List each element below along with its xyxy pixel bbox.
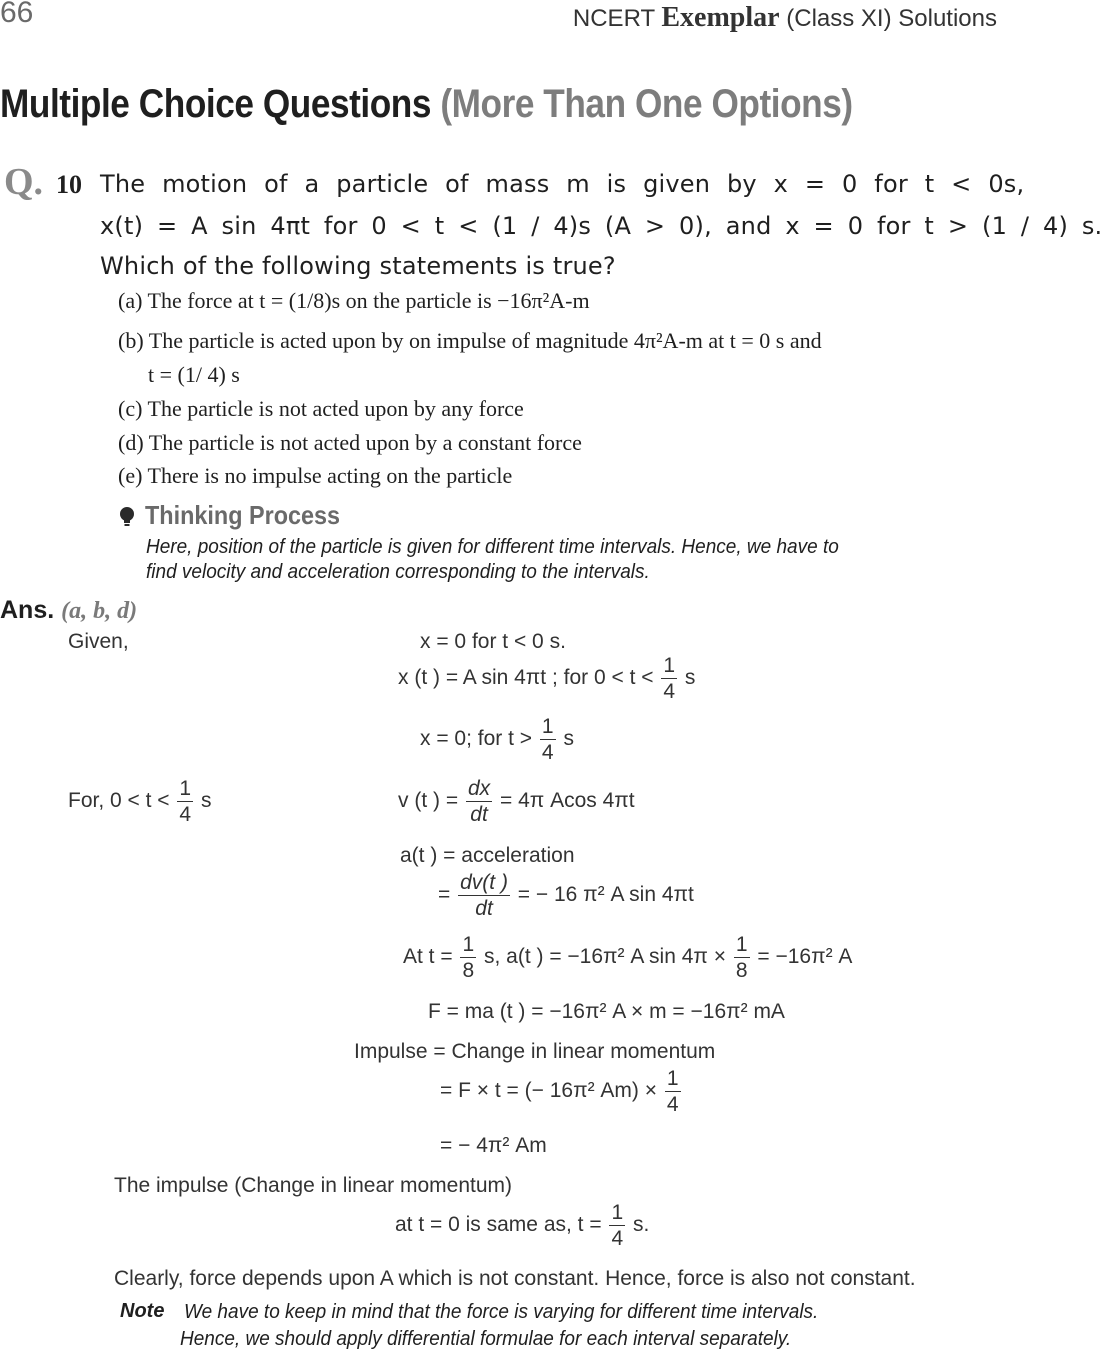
note-line-1: We have to keep in mind that the force is varying for different time intervals. — [184, 1301, 819, 1323]
same-impulse-text: at t = 0 is same as, t = — [395, 1213, 602, 1237]
note-label: Note — [120, 1300, 165, 1322]
question-number: 10 — [56, 170, 82, 199]
option-a: (a) The force at t = (1/8)s on the particle is −16π²A-m — [118, 288, 590, 313]
fraction-numerator: 1 — [541, 715, 554, 738]
equation-x-sine-text: x (t ) = A sin 4πt ; for 0 < t < — [398, 666, 654, 690]
same-impulse-unit: s. — [632, 1213, 650, 1237]
option-b-continued: t = (1/ 4) s — [148, 362, 240, 387]
interval-label — [68, 778, 211, 825]
fraction-denominator: 8 — [462, 959, 475, 982]
fraction-numerator: 1 — [663, 654, 676, 677]
velocity-lhs: v (t ) = — [398, 789, 459, 813]
acceleration-rhs: = − 16 π² A sin 4πt — [517, 883, 694, 907]
answer-label-text: Ans. — [0, 596, 55, 624]
equation-x-zero-after-unit: s — [563, 727, 574, 751]
fraction-one-quarter — [177, 778, 193, 825]
at-one-eighth-mid: s, a(t ) = −16π² A sin 4π × — [483, 945, 726, 969]
option-d: (d) The particle is not acted upon by a constant force — [118, 430, 582, 455]
interval-label-unit: s — [200, 789, 212, 813]
fraction-one-quarter — [609, 1202, 625, 1249]
equation-force: F = ma (t ) = −16π² A × m = −16π² mA — [428, 1000, 785, 1023]
question-line-2: x(t) = A sin 4πt for 0 < t < (1 / 4)s (A > 0), and x = 0 for t > (1 / 4) s. — [100, 212, 1102, 240]
note-line-2: Hence, we should apply differential formulae for each interval separately. — [180, 1328, 792, 1350]
fraction-denominator: dt — [475, 897, 493, 920]
answer-label — [0, 596, 137, 625]
conclusion: Clearly, force depends upon A which is not constant. Hence, force is also not constant. — [114, 1267, 916, 1290]
acceleration-equals: = — [438, 883, 451, 907]
fraction-denominator: 4 — [611, 1227, 624, 1250]
option-c: (c) The particle is not acted upon by any force — [118, 396, 524, 421]
thinking-line-2: find velocity and acceleration corresponding to the intervals. — [146, 561, 650, 583]
equation-x-zero-after — [420, 716, 574, 763]
fraction-numerator: 1 — [666, 1067, 679, 1090]
option-b: (b) The particle is acted upon by on impulse of magnitude 4π²A-m at t = 0 s and — [118, 328, 822, 353]
equation-impulse-result: = − 4π² Am — [440, 1134, 547, 1157]
option-e: (e) There is no impulse acting on the particle — [118, 463, 513, 488]
equation-acceleration-def: a(t ) = acceleration — [400, 844, 575, 867]
fraction-denominator: 4 — [666, 1093, 679, 1116]
fraction-one-eighth — [734, 934, 750, 981]
fraction-numerator: 1 — [179, 777, 192, 800]
equation-x-zero-before: x = 0 for t < 0 s. — [420, 630, 566, 653]
answer-options: (a, b, d) — [61, 598, 138, 624]
equation-acceleration — [438, 872, 694, 919]
equation-same-impulse — [395, 1202, 649, 1249]
running-header-prefix: NCERT — [572, 5, 655, 32]
at-one-eighth-lhs: At t = — [403, 945, 453, 969]
equation-x-zero-after-text: x = 0; for t > — [420, 727, 533, 751]
running-header-bold: Exemplar — [661, 2, 780, 33]
at-one-eighth-rhs: = −16π² A — [757, 945, 853, 969]
equation-at-one-eighth — [403, 934, 852, 981]
velocity-rhs: = 4π Acos 4πt — [499, 789, 635, 813]
page-number: 66 — [0, 0, 34, 29]
fraction-dx-dt — [466, 778, 492, 825]
question-line-3: Which of the following statements is true? — [100, 252, 616, 280]
fraction-dv-dt — [458, 872, 510, 919]
equation-impulse — [440, 1068, 683, 1115]
fraction-one-quarter — [540, 716, 556, 763]
fraction-one-eighth — [460, 934, 476, 981]
fraction-numerator: dx — [467, 777, 491, 800]
equation-x-sine-unit: s — [684, 666, 696, 690]
given-label: Given, — [68, 630, 129, 653]
section-title-light: (More Than One Options) — [440, 82, 853, 126]
fraction-numerator: 1 — [462, 933, 475, 956]
fraction-denominator: dt — [470, 803, 488, 826]
impulse-lhs: = F × t = (− 16π² Am) × — [440, 1079, 657, 1103]
fraction-numerator: dv(t ) — [460, 871, 508, 894]
section-title — [0, 82, 853, 127]
fraction-denominator: 4 — [541, 741, 554, 764]
fraction-denominator: 4 — [663, 680, 676, 703]
interval-label-text: For, 0 < t < — [68, 789, 170, 813]
fraction-numerator: 1 — [735, 933, 748, 956]
running-header — [573, 2, 997, 34]
thinking-process-title: Thinking Process — [145, 500, 341, 530]
equation-x-sine — [398, 655, 695, 702]
question-line-1: The motion of a particle of mass m is given by x = 0 for t < 0s, — [100, 170, 1025, 198]
thinking-line-1: Here, position of the particle is given for different time intervals. Hence, we have to — [146, 536, 839, 558]
running-header-suffix: (Class XI) Solutions — [786, 5, 997, 32]
lightbulb-icon — [118, 506, 136, 528]
section-title-dark: Multiple Choice Questions — [0, 82, 431, 126]
fraction-numerator: 1 — [611, 1201, 624, 1224]
fraction-one-quarter — [665, 1068, 681, 1115]
fraction-denominator: 4 — [179, 803, 192, 826]
impulse-text: The impulse (Change in linear momentum) — [114, 1174, 513, 1197]
fraction-denominator: 8 — [735, 959, 748, 982]
equation-velocity — [398, 778, 635, 825]
question-marker: Q. — [4, 161, 44, 203]
equation-impulse-def: Impulse = Change in linear momentum — [354, 1040, 716, 1063]
fraction-one-quarter — [661, 655, 677, 702]
